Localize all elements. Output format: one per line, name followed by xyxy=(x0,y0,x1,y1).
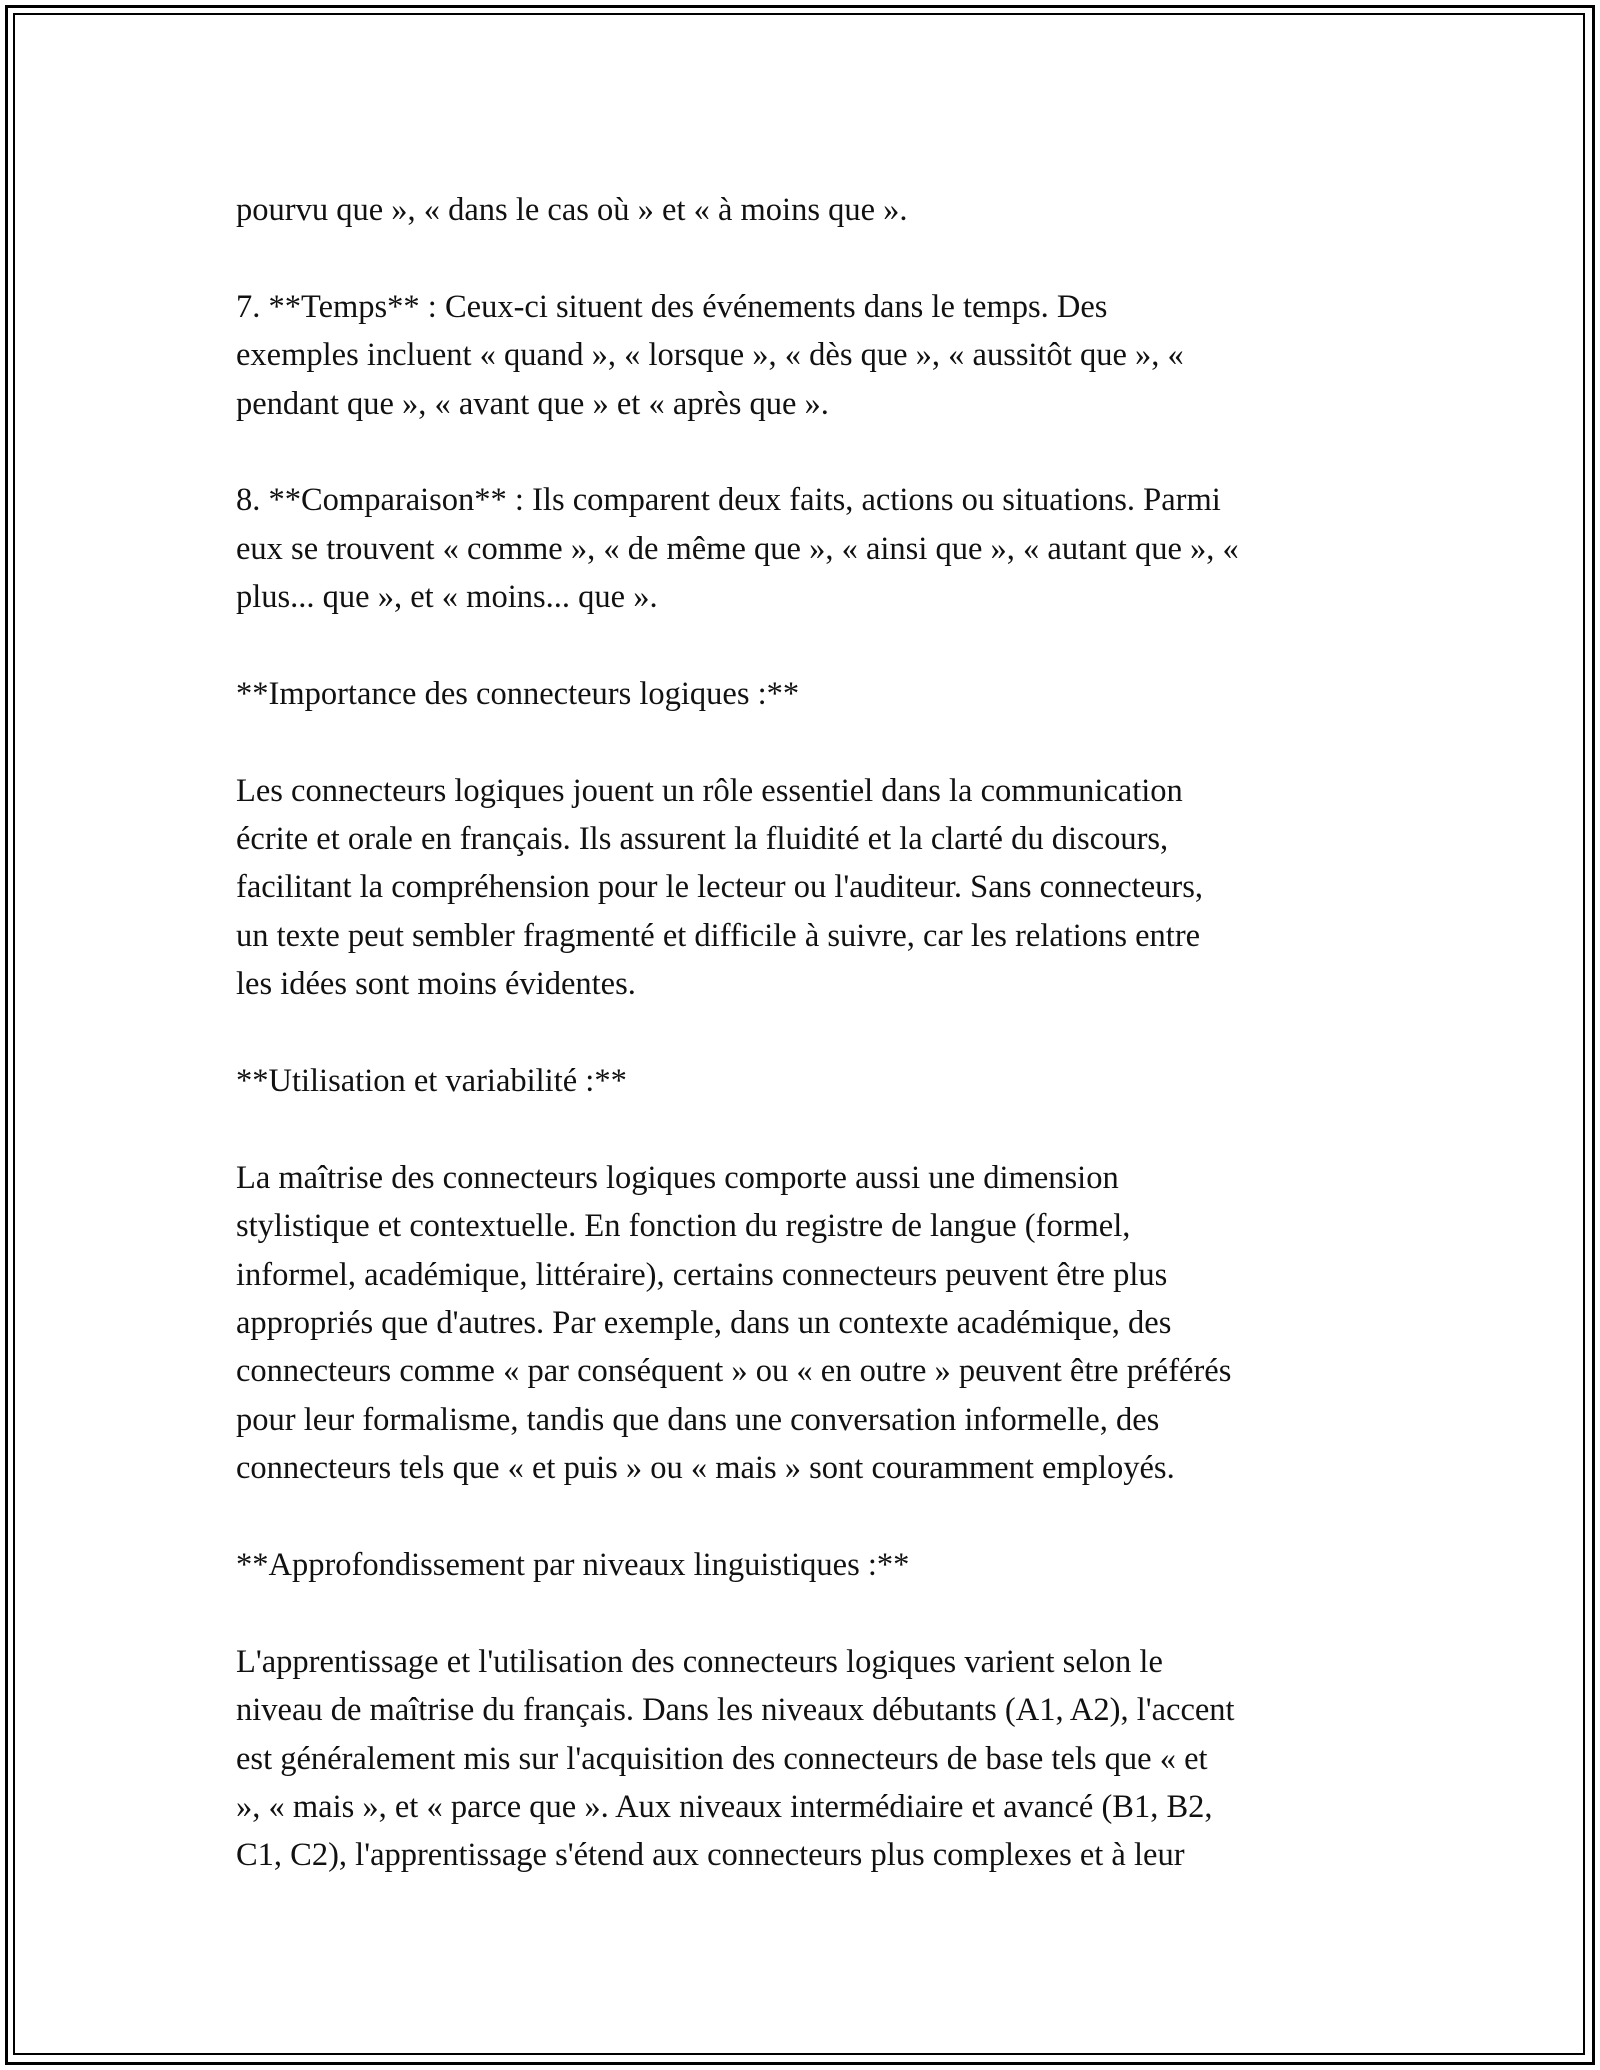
text-line: les idées sont moins évidentes. xyxy=(236,966,636,1003)
text-line: un texte peut sembler fragmenté et difficile à suivre, car les relations entre xyxy=(236,917,1201,954)
text-line: eux se trouvent « comme », « de même que », « ainsi que », « autant que », « xyxy=(236,530,1239,567)
text-line: exemples incluent « quand », « lorsque », « dès que », « aussitôt que », « xyxy=(236,337,1184,374)
text-line: est généralement mis sur l'acquisition des connecteurs de base tels que « et xyxy=(236,1740,1208,1777)
text-line: pour leur formalisme, tandis que dans une conversation informelle, des xyxy=(236,1401,1160,1438)
text-line: stylistique et contextuelle. En fonction du registre de langue (formel, xyxy=(236,1208,1131,1245)
text-line: connecteurs tels que « et puis » ou « mais » sont couramment employés. xyxy=(236,1450,1175,1487)
text-line: écrite et orale en français. Ils assurent la fluidité et la clarté du discours, xyxy=(236,821,1169,858)
text-line: facilitant la compréhension pour le lecteur ou l'auditeur. Sans connecteurs, xyxy=(236,869,1203,906)
text-line: informel, académique, littéraire), certains connecteurs peuvent être plus xyxy=(236,1256,1168,1293)
text-line: La maîtrise des connecteurs logiques comporte aussi une dimension xyxy=(236,1159,1119,1196)
text-line: », « mais », et « parce que ». Aux niveaux intermédiaire et avancé (B1, B2, xyxy=(236,1788,1213,1825)
text-line: 7. **Temps** : Ceux-ci situent des événements dans le temps. Des xyxy=(236,288,1108,325)
text-line: C1, C2), l'apprentissage s'étend aux connecteurs plus complexes et à leur xyxy=(236,1837,1185,1874)
text-line: pourvu que », « dans le cas où » et « à moins que ». xyxy=(236,192,908,228)
paragraph-gap xyxy=(236,1009,1386,1057)
paragraph-gap xyxy=(236,1105,1386,1153)
text-line: connecteurs comme « par conséquent » ou « en outre » peuvent être préférés xyxy=(236,1353,1232,1390)
text-line: L'apprentissage et l'utilisation des connecteurs logiques varient selon le xyxy=(236,1643,1163,1680)
section-heading: **Approfondissement par niveaux linguistiques :** xyxy=(236,1546,910,1583)
paragraph-gap xyxy=(236,234,1386,282)
paragraph-gap xyxy=(236,428,1386,476)
text-line: plus... que », et « moins... que ». xyxy=(236,579,658,616)
text-line: niveau de maîtrise du français. Dans les niveaux débutants (A1, A2), l'accent xyxy=(236,1692,1235,1729)
text-line: appropriés que d'autres. Par exemple, dans un contexte académique, des xyxy=(236,1304,1172,1341)
section-heading: **Utilisation et variabilité :** xyxy=(236,1063,627,1100)
paragraph-gap xyxy=(236,1589,1386,1637)
text-line: 8. **Comparaison** : Ils comparent deux faits, actions ou situations. Parmi xyxy=(236,482,1221,519)
text-line: pendant que », « avant que » et « après que ». xyxy=(236,385,829,422)
paragraph-gap xyxy=(236,622,1386,670)
paragraph-gap xyxy=(236,1493,1386,1541)
section-heading: **Importance des connecteurs logiques :** xyxy=(236,675,800,712)
document-body xyxy=(236,186,1386,1880)
text-line: Les connecteurs logiques jouent un rôle essentiel dans la communication xyxy=(236,772,1183,809)
paragraph-gap xyxy=(236,718,1386,766)
